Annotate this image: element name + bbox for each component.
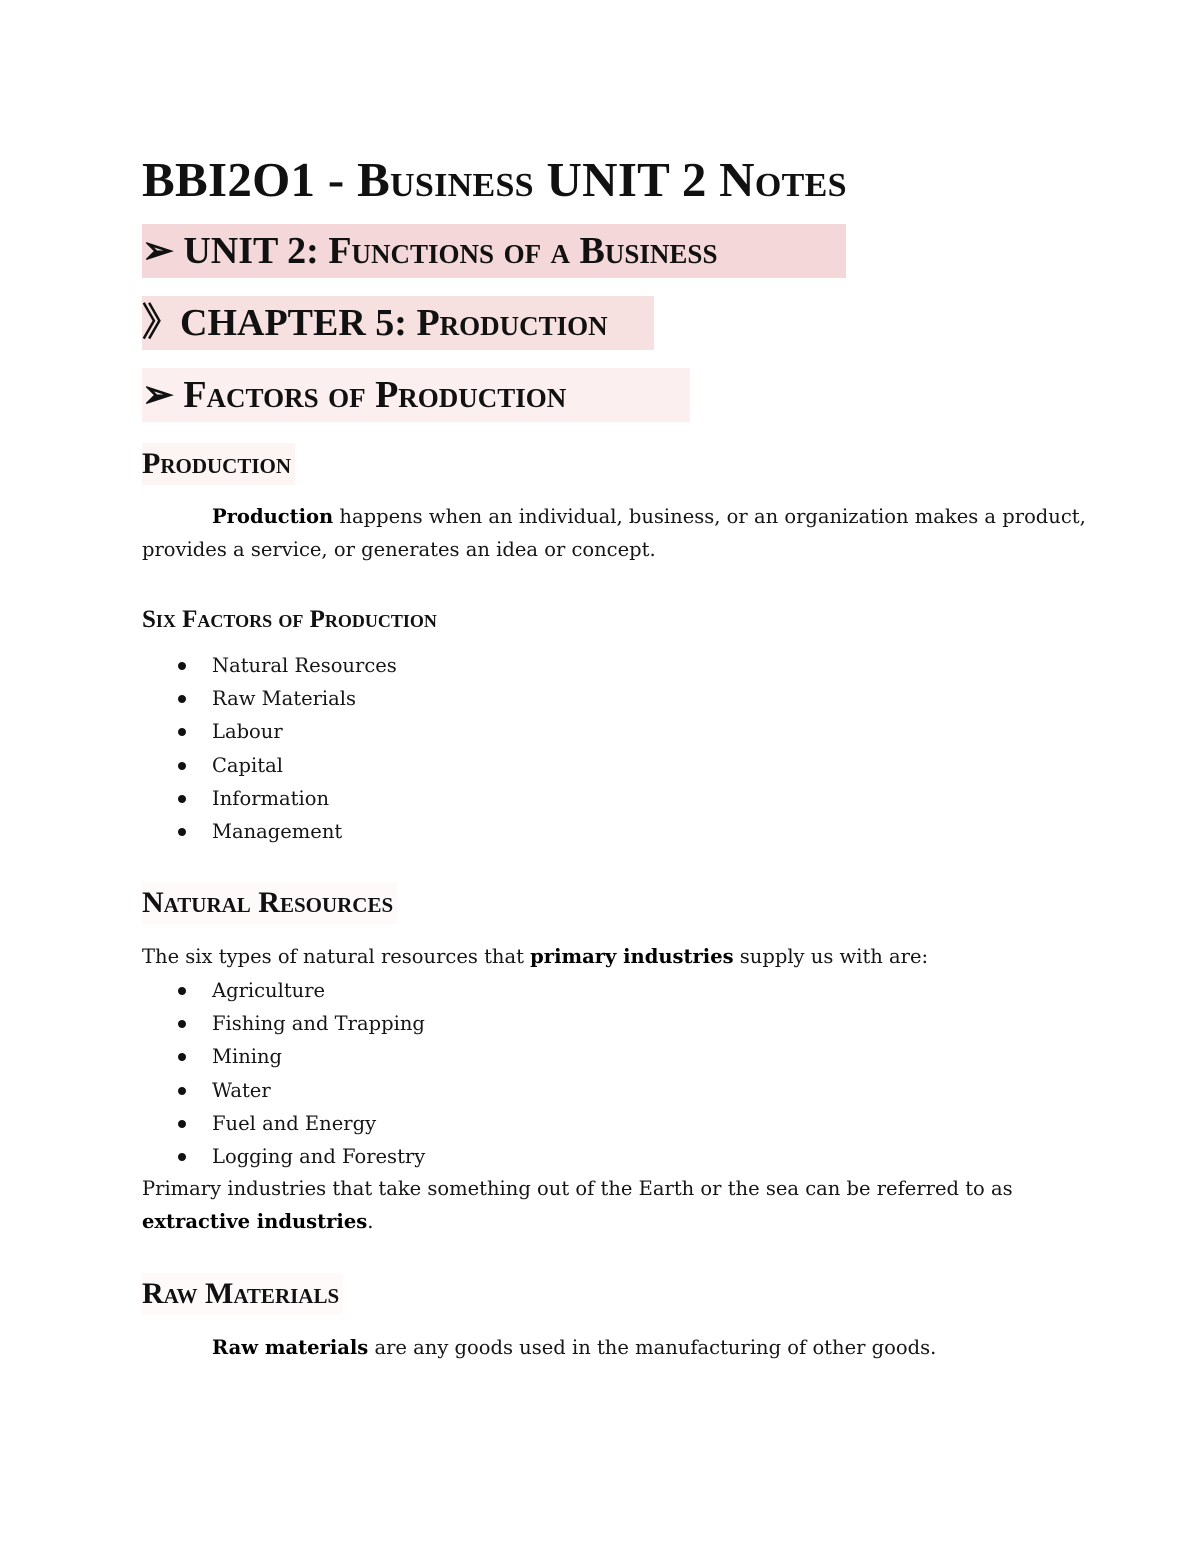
primary-industries-term: primary industries bbox=[530, 945, 734, 968]
natural-resources-list bbox=[175, 974, 425, 1173]
list-item: Labour bbox=[175, 715, 397, 748]
bullet-icon bbox=[178, 762, 186, 770]
list-item: Logging and Forestry bbox=[175, 1140, 425, 1173]
extractive-paragraph-line1: Primary industries that take something out of the Earth or the sea can be referred to as bbox=[142, 1177, 1013, 1200]
raw-materials-term: Raw materials bbox=[212, 1336, 369, 1359]
bullet-icon bbox=[178, 828, 186, 836]
list-item: Water bbox=[175, 1074, 425, 1107]
production-term: Production bbox=[212, 505, 334, 528]
bullet-icon bbox=[178, 987, 186, 995]
list-item: Raw Materials bbox=[175, 682, 397, 715]
six-factors-list bbox=[175, 649, 397, 848]
natural-resources-intro: The six types of natural resources that primary industries supply us with are: bbox=[142, 945, 929, 968]
list-item: Agriculture bbox=[175, 974, 425, 1007]
extractive-paragraph-line2: extractive industries. bbox=[142, 1210, 374, 1233]
bullet-icon bbox=[178, 695, 186, 703]
six-factors-heading: Six Factors of Production bbox=[142, 606, 437, 633]
bullet-icon bbox=[178, 795, 186, 803]
production-paragraph-line1 bbox=[212, 500, 1086, 533]
list-item: Fishing and Trapping bbox=[175, 1007, 425, 1040]
chapter-heading: 》CHAPTER 5: Production bbox=[142, 296, 654, 350]
production-heading: Production bbox=[142, 443, 295, 485]
unit-heading: ➢ UNIT 2: Functions of a Business bbox=[142, 224, 846, 278]
bullet-icon bbox=[178, 1053, 186, 1061]
factors-heading: ➢ Factors of Production bbox=[142, 368, 690, 422]
production-paragraph-line2: provides a service, or generates an idea or concept. bbox=[142, 538, 656, 561]
raw-materials-paragraph: Raw materials are any goods used in the manufacturing of other goods. bbox=[212, 1336, 937, 1359]
document-title: BBI2O1 - Business UNIT 2 Notes bbox=[142, 152, 847, 207]
natural-resources-heading: Natural Resources bbox=[142, 882, 397, 924]
bullet-icon bbox=[178, 728, 186, 736]
list-item: Mining bbox=[175, 1040, 425, 1073]
list-item: Management bbox=[175, 815, 397, 848]
bullet-icon bbox=[178, 662, 186, 670]
list-item: Fuel and Energy bbox=[175, 1107, 425, 1140]
bullet-icon bbox=[178, 1087, 186, 1095]
bullet-icon bbox=[178, 1020, 186, 1028]
extractive-industries-term: extractive industries bbox=[142, 1210, 368, 1233]
list-item: Capital bbox=[175, 749, 397, 782]
list-item: Information bbox=[175, 782, 397, 815]
raw-materials-heading: Raw Materials bbox=[142, 1273, 343, 1315]
bullet-icon bbox=[178, 1153, 186, 1161]
list-item: Natural Resources bbox=[175, 649, 397, 682]
bullet-icon bbox=[178, 1120, 186, 1128]
production-line1-text: happens when an individual, business, or an organization makes a product, bbox=[333, 505, 1086, 528]
